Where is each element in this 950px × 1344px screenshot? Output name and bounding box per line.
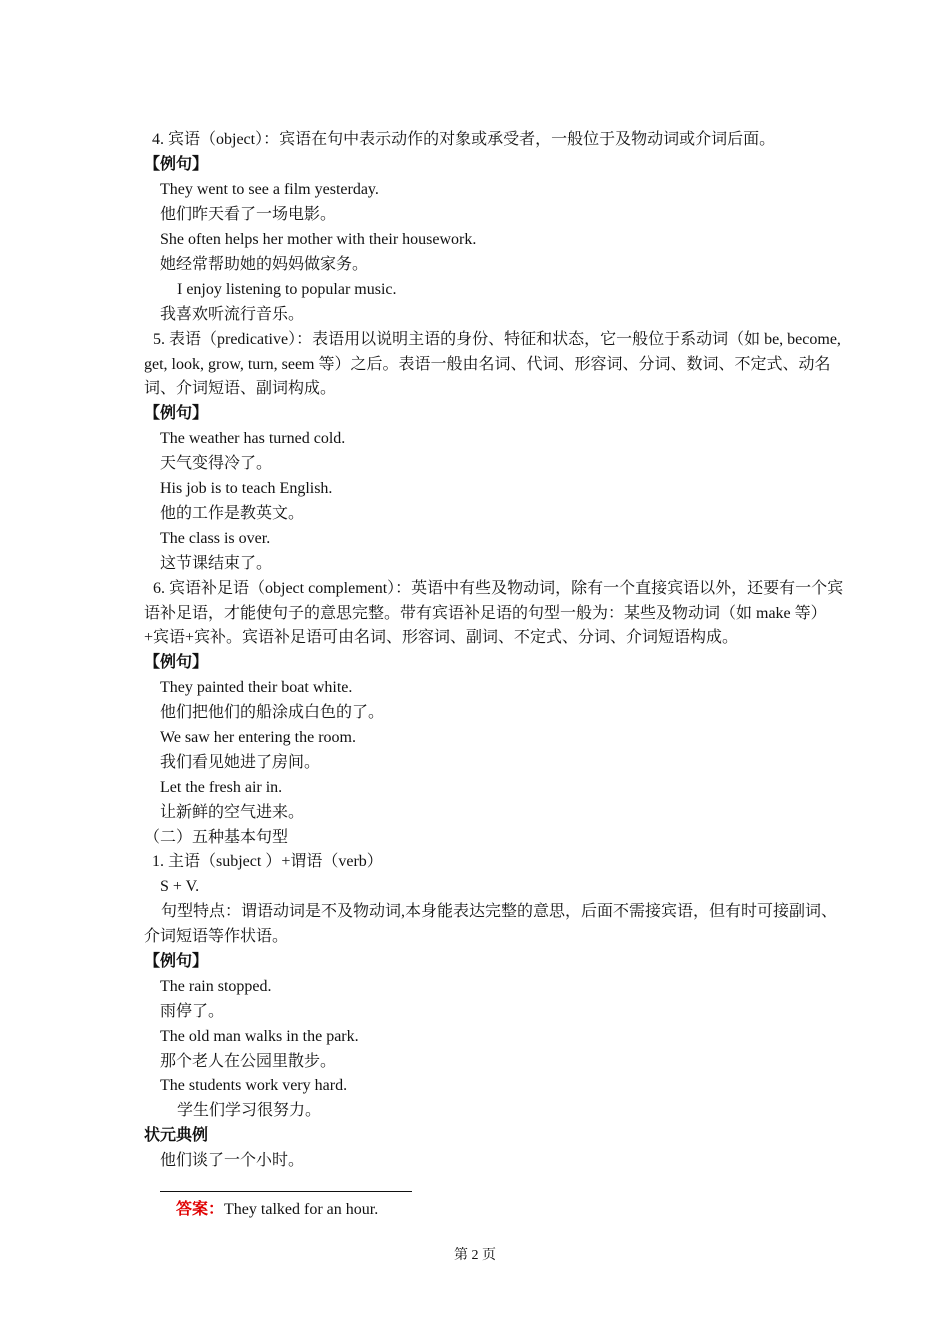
- section4-example-2: 他们昨天看了一场电影。: [160, 206, 337, 223]
- section5-paragraph: 5. 表语（predicative）：表语用以说明主语的身份、特征和状态，它一般位于系动词（如 be, become, get, look, grow, turn, seem 等）之后。表语一般由名词、代词、形容词、分词、数词、不定式、动名词、介词短语、副词构成。: [144, 331, 841, 397]
- page-number: 第 2 页: [454, 1248, 496, 1263]
- answer-line: [176, 1200, 378, 1220]
- section5-example-6: 这节课结束了。: [160, 555, 273, 572]
- part2-example-3: The old man walks in the park.: [160, 1028, 359, 1045]
- pattern1-title: 1. 主语（subject ）+谓语（verb）: [152, 853, 383, 870]
- section6-example-3: We saw her entering the room.: [160, 729, 356, 746]
- section5-example-1: The weather has turned cold.: [160, 430, 346, 447]
- section4-example-1: They went to see a film yesterday.: [160, 181, 379, 198]
- section5-example-4: 他的工作是教英文。: [160, 505, 305, 522]
- section4-example-6: 我喜欢听流行音乐。: [160, 306, 305, 323]
- section6-example-1: They painted their boat white.: [160, 679, 353, 696]
- section6-paragraph: 6. 宾语补足语（object complement）：英语中有些及物动词，除有一个直接宾语以外，还要有一个宾语补足语，才能使句子的意思完整。带有宾语补足语的句型一般为：某些及物动词（如 make 等）+宾语+宾补。宾语补足语可由名词、形容词、副词、不定式、分词、介词短语构成。: [144, 580, 844, 646]
- section5-example-5: The class is over.: [160, 530, 271, 547]
- section4-example-label: 【例句】: [144, 156, 209, 173]
- section6-example-2: 他们把他们的船涂成白色的了。: [160, 704, 385, 721]
- section4-example-5: I enjoy listening to popular music.: [177, 281, 397, 298]
- answer-label: 答案：: [176, 1201, 225, 1218]
- pattern1-description: 句型特点：谓语动词是不及物动词,本身能表达完整的意思，后面不需接宾语，但有时可接副词、介词短语等作状语。: [144, 903, 838, 945]
- part2-example-label: 【例句】: [144, 953, 209, 970]
- part2-example-1: The rain stopped.: [160, 978, 272, 995]
- exercise-prompt: 他们谈了一个小时。: [160, 1152, 305, 1169]
- answer-text: They talked for an hour.: [224, 1201, 379, 1218]
- part2-example-2: 雨停了。: [160, 1003, 225, 1020]
- part2-title: （二）五种基本句型: [144, 829, 289, 846]
- section5-example-2: 天气变得冷了。: [160, 455, 273, 472]
- section6-example-5: Let the fresh air in.: [160, 779, 283, 796]
- pattern1-formula: S + V.: [160, 878, 200, 895]
- part2-example-5: The students work very hard.: [160, 1077, 348, 1094]
- answer-blank-line: [160, 1191, 412, 1192]
- section4-example-3: She often helps her mother with their housework.: [160, 231, 477, 248]
- section6-example-4: 我们看见她进了房间。: [160, 754, 321, 771]
- section4-example-4: 她经常帮助她的妈妈做家务。: [160, 256, 369, 273]
- section5-example-3: His job is to teach English.: [160, 480, 333, 497]
- exercise-label: 状元典例: [144, 1127, 209, 1144]
- section5-example-label: 【例句】: [144, 405, 209, 422]
- section6-example-6: 让新鲜的空气进来。: [160, 804, 305, 821]
- section6-example-label: 【例句】: [144, 654, 209, 671]
- section4-heading: 4. 宾语（object）：宾语在句中表示动作的对象或承受者，一般位于及物动词或介词后面。: [152, 131, 776, 148]
- part2-example-4: 那个老人在公园里散步。: [160, 1053, 337, 1070]
- part2-example-6: 学生们学习很努力。: [177, 1102, 322, 1119]
